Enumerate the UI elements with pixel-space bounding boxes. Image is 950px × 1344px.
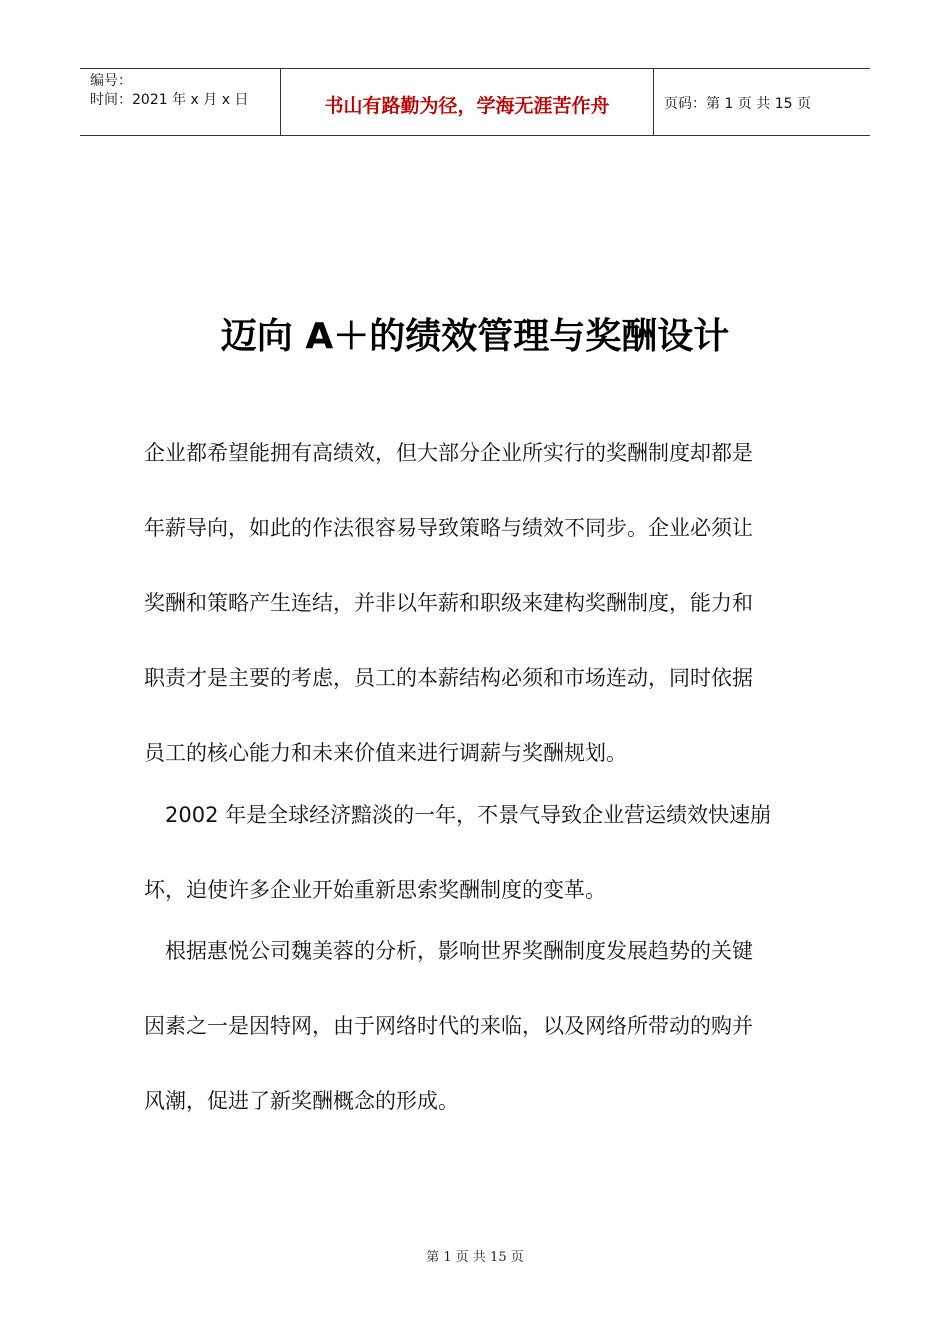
paragraph-line: 企业都希望能拥有高绩效，但大部分企业所实行的奖酬制度却都是 xyxy=(144,441,753,465)
paragraph-line: 年薪导向，如此的作法很容易导致策略与绩效不同步。企业必须让 xyxy=(144,516,753,540)
paragraph-line: 2002 年是全球经济黯淡的一年，不景气导致企业营运绩效快速崩 xyxy=(144,803,772,827)
document-title: 迈向 A＋的绩效管理与奖酬设计 xyxy=(220,316,730,357)
header-meta-cell xyxy=(80,69,281,135)
paragraph-line: 根据惠悦公司魏美蓉的分析，影响世界奖酬制度发展趋势的关键 xyxy=(144,939,753,963)
paragraph-2 xyxy=(144,800,814,905)
paragraph-3 xyxy=(144,936,814,1116)
document-number-label: 编号： xyxy=(90,73,132,89)
document-header xyxy=(80,68,870,136)
page-footer: 第 1 页 共 15 页 xyxy=(426,1250,524,1265)
paragraph-line: 奖酬和策略产生连结，并非以年薪和职级来建构奖酬制度，能力和 xyxy=(144,591,753,615)
paragraph-line: 职责才是主要的考虑，员工的本薪结构必须和市场连动，同时依据 xyxy=(144,666,753,690)
paragraph-line: 因素之一是因特网，由于网络时代的来临，以及网络所带动的购并 xyxy=(144,1014,753,1038)
document-date-label: 时间：2021 年 x 月 x 日 xyxy=(90,92,249,108)
paragraph-line: 坏，迫使许多企业开始重新思索奖酬制度的变革。 xyxy=(144,878,606,902)
header-page-info: 页码：第 1 页 共 15 页 xyxy=(664,96,811,112)
header-motto: 书山有路勤为径，学海无涯苦作舟 xyxy=(281,69,654,135)
paragraph-1 xyxy=(144,438,814,768)
paragraph-line: 风潮，促进了新奖酬概念的形成。 xyxy=(144,1089,459,1113)
paragraph-line: 员工的核心能力和未来价值来进行调薪与奖酬规划。 xyxy=(144,741,627,765)
